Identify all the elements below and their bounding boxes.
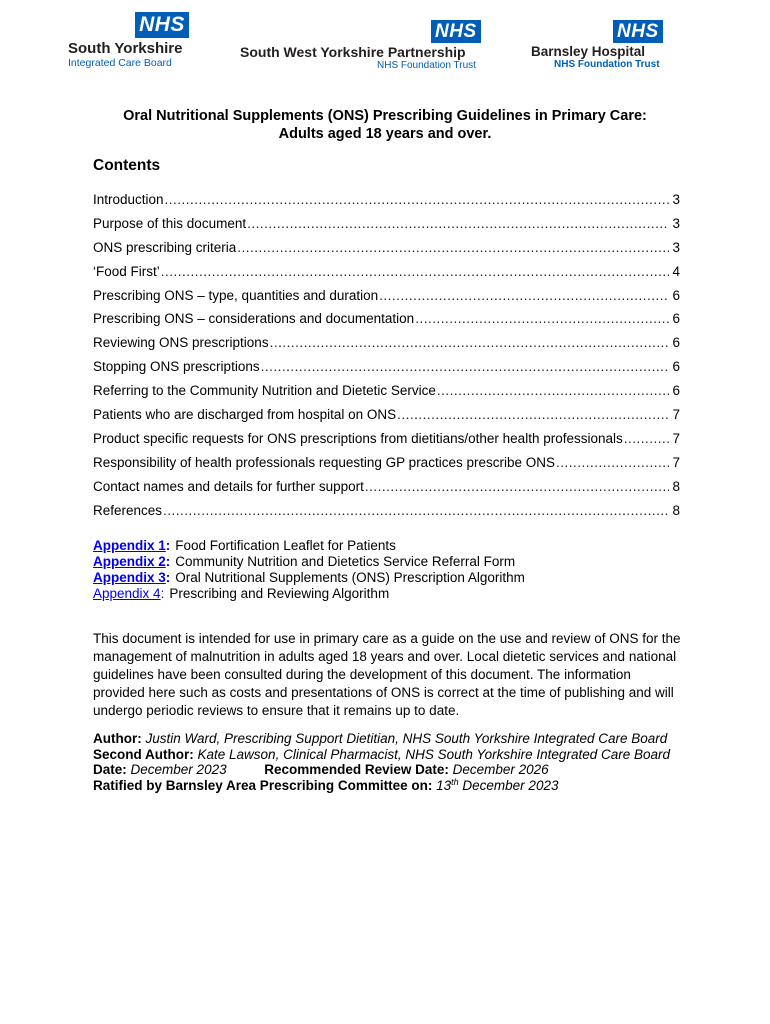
toc-entry-page: 8	[672, 478, 680, 494]
toc-entry-label: Purpose of this document	[93, 215, 247, 231]
toc-entry-page: 6	[672, 359, 680, 375]
toc-entry-label: Stopping ONS prescriptions	[93, 359, 260, 375]
appendix-item	[93, 554, 525, 570]
toc-entry-page: 3	[672, 239, 680, 255]
appendix-colon: :	[165, 570, 171, 585]
toc-entry-label: Contact names and details for further support	[93, 478, 364, 494]
appendix-link[interactable]: Appendix 1	[93, 538, 166, 553]
toc-entry-page: 6	[672, 287, 680, 303]
review-date-label: Recommended Review Date:	[264, 762, 449, 777]
author-line	[93, 731, 683, 747]
toc-entry-page: 7	[672, 454, 680, 470]
appendix-colon: :	[165, 554, 171, 569]
toc-entry-page: 3	[672, 215, 680, 231]
toc-entry[interactable]	[93, 260, 680, 284]
review-date-value: December 2026	[452, 762, 549, 777]
date-line	[93, 762, 683, 778]
appendix-link[interactable]: Appendix 2	[93, 554, 166, 569]
ratified-label: Ratified by Barnsley Area Prescribing Committee on:	[93, 777, 433, 793]
toc-entry-page: 3	[672, 192, 680, 207]
toc-dot-leader	[437, 379, 670, 403]
document-title	[60, 107, 710, 143]
toc-entry-label: ONS prescribing criteria	[93, 239, 237, 255]
appendix-list	[93, 538, 525, 602]
toc-entry-page: 6	[672, 335, 680, 351]
ratified-rest: December 2023	[458, 777, 559, 793]
author-label: Author:	[93, 731, 142, 746]
logo-south-yorkshire-icb	[68, 12, 198, 69]
toc-entry-label: Prescribing ONS – considerations and documentation	[93, 311, 415, 327]
title-line-1: Oral Nutritional Supplements (ONS) Prescribing Guidelines in Primary Care:	[123, 108, 647, 124]
ratified-line	[93, 778, 683, 794]
toc-entry[interactable]	[93, 475, 680, 499]
toc-dot-leader	[161, 260, 670, 284]
org-subtitle: NHS Foundation Trust	[554, 59, 660, 70]
appendix-link[interactable]: Appendix 4	[93, 586, 161, 601]
ratified-day: 13	[436, 777, 452, 793]
appendix-item	[93, 570, 525, 586]
toc-entry-label: Introduction	[93, 192, 164, 207]
appendix-item	[93, 538, 525, 554]
toc-entry[interactable]	[93, 212, 680, 236]
org-name: Barnsley Hospital	[531, 44, 646, 59]
appendix-colon: :	[165, 538, 171, 553]
toc-entry-page: 6	[672, 311, 680, 327]
toc-dot-leader	[165, 188, 670, 212]
appendix-description: Food Fortification Leaflet for Patients	[175, 538, 396, 553]
toc-entry-page: 4	[672, 263, 680, 279]
toc-dot-leader	[163, 499, 669, 523]
toc-entry[interactable]	[93, 499, 680, 523]
appendix-link[interactable]: Appendix 3	[93, 570, 166, 585]
toc-entry-label: Prescribing ONS – type, quantities and duration	[93, 287, 379, 303]
nhs-logo-icon: NHS	[135, 12, 189, 38]
toc-entry[interactable]	[93, 331, 680, 355]
ratified-suffix: th	[451, 776, 459, 787]
toc-entry-page: 7	[672, 407, 680, 423]
toc-dot-leader	[624, 427, 670, 451]
intro-paragraph: This document is intended for use in primary care as a guide on the use and review of ONS for the management of malnutrition in adults aged 18 years and over. Local dietetic services and national guidelines have been consulted during the development of this document. The information provided here such as costs and presentations of ONS is correct at the time of publishing and will undergo periodic reviews to ensure that it remains up to date.	[93, 631, 681, 718]
toc-dot-leader	[247, 212, 669, 236]
toc-entry-page: 7	[672, 430, 680, 446]
org-subtitle: NHS Foundation Trust	[377, 60, 476, 71]
org-name: South West Yorkshire Partnership	[240, 44, 466, 60]
toc-entry[interactable]	[93, 355, 680, 379]
appendix-description: Oral Nutritional Supplements (ONS) Prescription Algorithm	[175, 570, 525, 585]
toc-dot-leader	[379, 284, 669, 308]
date-label: Date:	[93, 762, 127, 777]
toc-entry-label: Reviewing ONS prescriptions	[93, 335, 269, 351]
toc-entry[interactable]	[93, 451, 680, 475]
org-name: South Yorkshire	[68, 40, 183, 57]
toc-dot-leader	[237, 236, 669, 260]
toc-dot-leader	[365, 475, 670, 499]
org-subtitle: Integrated Care Board	[68, 57, 172, 69]
table-of-contents	[93, 188, 680, 522]
appendix-description: Community Nutrition and Dietetics Service Referral Form	[175, 554, 516, 569]
logo-swy-partnership	[240, 20, 490, 71]
toc-entry-label: Product specific requests for ONS prescriptions from dietitians/other health professionals	[93, 430, 623, 446]
toc-entry-label: References	[93, 502, 163, 518]
second-author-value: Kate Lawson, Clinical Pharmacist, NHS South Yorkshire Integrated Care Board	[197, 746, 671, 762]
ratified-value	[436, 778, 558, 793]
second-author-label: Second Author:	[93, 746, 194, 762]
toc-dot-leader	[415, 307, 669, 331]
appendix-colon: :	[160, 586, 165, 601]
toc-dot-leader	[261, 355, 670, 379]
second-author-line	[93, 747, 683, 763]
toc-entry-label: Patients who are discharged from hospital on ONS	[93, 407, 397, 423]
toc-dot-leader	[397, 403, 669, 427]
toc-dot-leader	[270, 331, 670, 355]
toc-entry[interactable]	[93, 379, 680, 403]
toc-entry[interactable]	[93, 307, 680, 331]
toc-entry-page: 6	[672, 383, 680, 399]
toc-entry-label: ‘Food First’	[93, 263, 160, 279]
toc-entry[interactable]	[93, 188, 680, 212]
contents-heading: Contents	[93, 157, 161, 174]
toc-entry[interactable]	[93, 427, 680, 451]
logo-barnsley-hospital	[531, 20, 676, 70]
toc-entry-page: 8	[672, 502, 680, 518]
toc-entry[interactable]	[93, 236, 680, 260]
toc-entry-label: Responsibility of health professionals requesting GP practices prescribe ONS	[93, 454, 555, 470]
toc-entry[interactable]	[93, 403, 680, 427]
nhs-logo-icon: NHS	[613, 20, 663, 43]
toc-entry[interactable]	[93, 284, 680, 308]
author-value: Justin Ward, Prescribing Support Dietitian, NHS South Yorkshire Integrated Care Board	[145, 731, 668, 746]
toc-entry-label: Referring to the Community Nutrition and Dietetic Service	[93, 383, 436, 399]
title-line-2: Adults aged 18 years and over.	[278, 126, 492, 142]
nhs-logo-icon: NHS	[431, 20, 481, 43]
author-block	[93, 731, 683, 793]
date-value: December 2023	[130, 762, 227, 777]
toc-dot-leader	[556, 451, 670, 475]
appendix-item	[93, 586, 525, 602]
appendix-description: Prescribing and Reviewing Algorithm	[169, 586, 390, 601]
